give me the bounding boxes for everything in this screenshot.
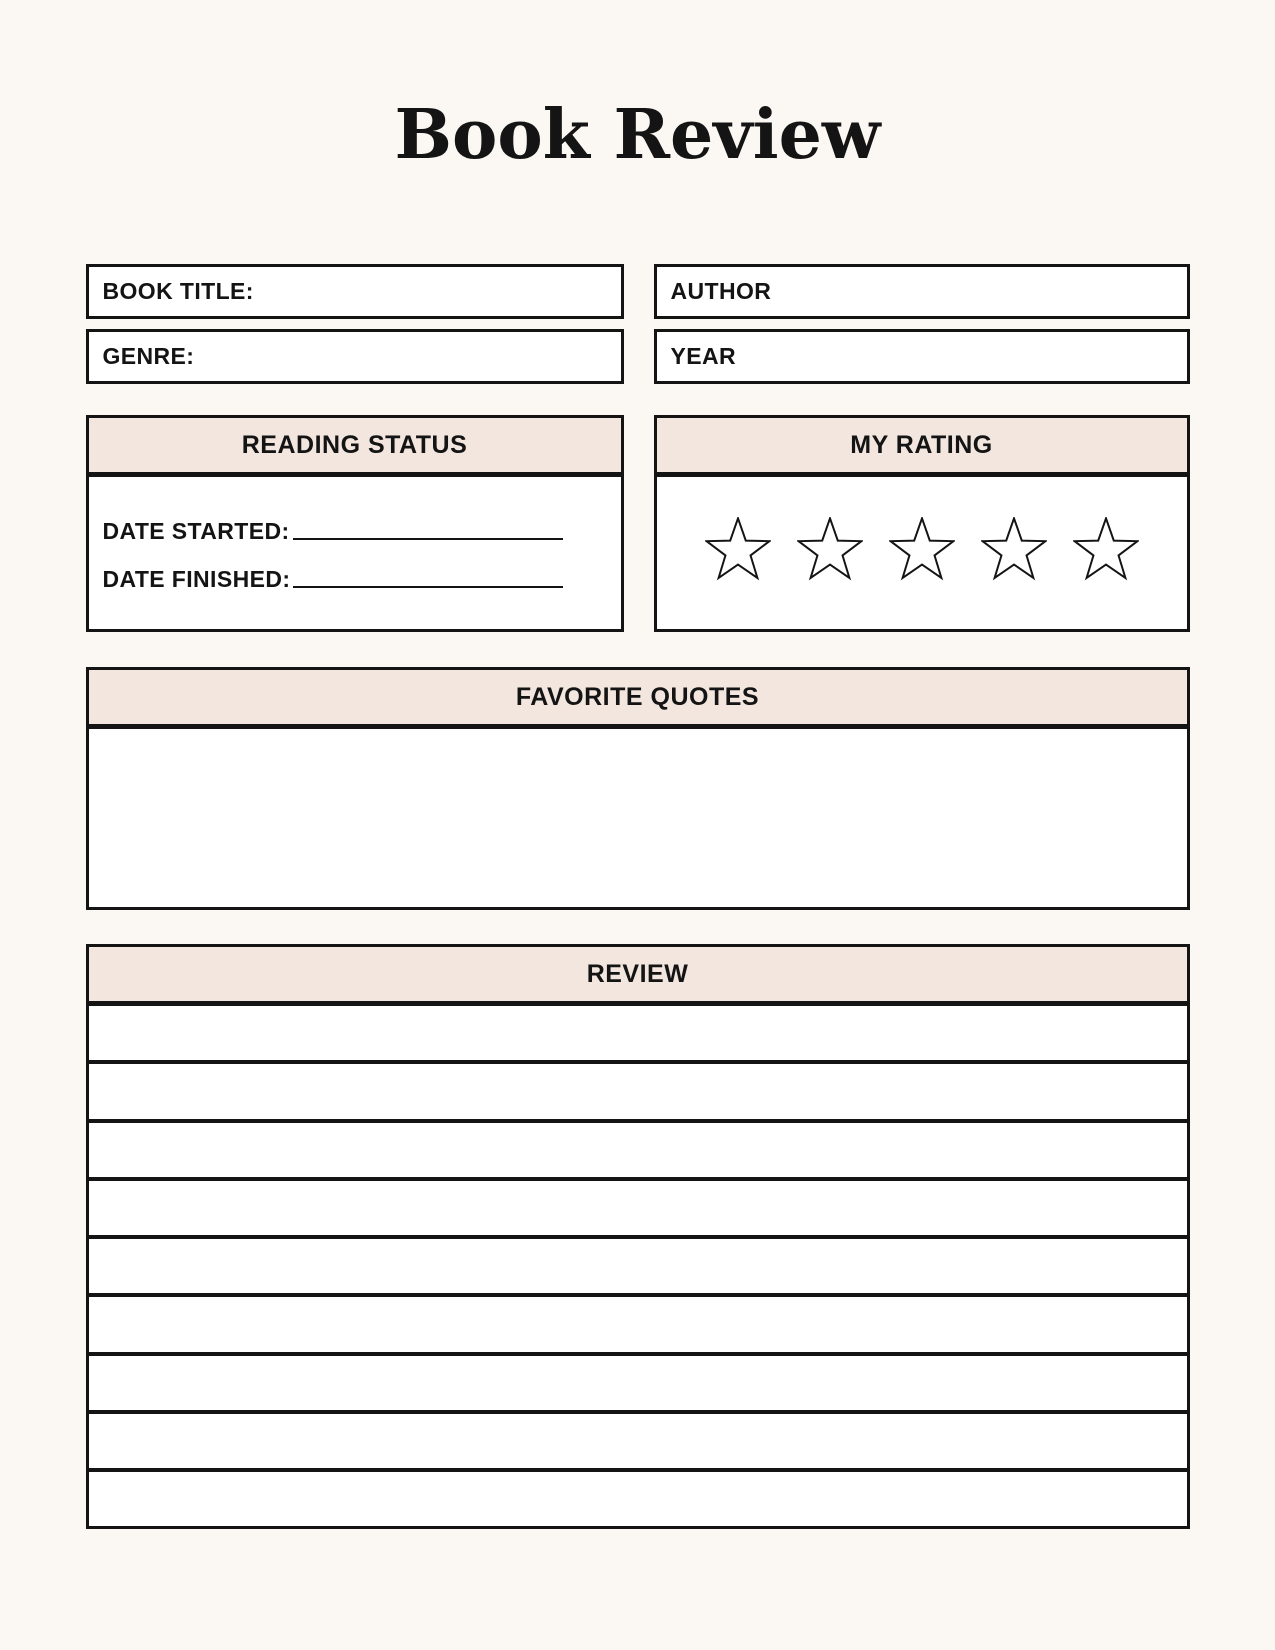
star-outline-icon xyxy=(981,517,1047,583)
favorite-quotes-section xyxy=(86,667,1190,910)
review-lines xyxy=(89,1006,1187,1526)
year-label: YEAR xyxy=(670,343,737,370)
rating-star[interactable] xyxy=(981,517,1047,583)
review-header: REVIEW xyxy=(89,947,1187,1006)
star-outline-icon xyxy=(705,517,771,583)
review-line[interactable] xyxy=(89,1064,1187,1122)
date-started-label: DATE STARTED: xyxy=(102,517,290,544)
rating-stars xyxy=(657,477,1187,623)
review-line[interactable] xyxy=(89,1006,1187,1064)
date-started-row xyxy=(103,503,621,545)
reading-status-section xyxy=(86,415,624,632)
book-title-label: BOOK TITLE: xyxy=(102,278,254,305)
review-line[interactable] xyxy=(89,1239,1187,1297)
rating-star[interactable] xyxy=(889,517,955,583)
review-line[interactable] xyxy=(89,1297,1187,1355)
genre-label: GENRE: xyxy=(102,343,195,370)
review-line[interactable] xyxy=(89,1181,1187,1239)
rating-star[interactable] xyxy=(705,517,771,583)
star-outline-icon xyxy=(889,517,955,583)
my-rating-header: MY RATING xyxy=(657,418,1187,477)
rating-star[interactable] xyxy=(1073,517,1139,583)
date-started-input-line[interactable] xyxy=(293,510,563,540)
author-field[interactable] xyxy=(654,264,1190,319)
review-line[interactable] xyxy=(89,1414,1187,1472)
fields-grid xyxy=(86,264,1190,384)
book-title-field[interactable] xyxy=(86,264,624,319)
review-line[interactable] xyxy=(89,1356,1187,1414)
favorite-quotes-header: FAVORITE QUOTES xyxy=(89,670,1187,729)
review-line[interactable] xyxy=(89,1472,1187,1526)
star-outline-icon xyxy=(1073,517,1139,583)
reading-status-body xyxy=(89,477,621,593)
sections-grid xyxy=(86,415,1190,632)
favorite-quotes-input-area[interactable] xyxy=(89,729,1187,907)
rating-star[interactable] xyxy=(797,517,863,583)
star-outline-icon xyxy=(797,517,863,583)
genre-field[interactable] xyxy=(86,329,624,384)
review-line[interactable] xyxy=(89,1123,1187,1181)
page-title: Book Review xyxy=(394,95,881,175)
my-rating-section xyxy=(654,415,1190,632)
year-field[interactable] xyxy=(654,329,1190,384)
reading-status-header: READING STATUS xyxy=(89,418,621,477)
author-label: AUTHOR xyxy=(670,278,772,305)
review-section xyxy=(86,944,1190,1529)
date-finished-input-line[interactable] xyxy=(293,558,562,588)
date-finished-label: DATE FINISHED: xyxy=(102,565,291,592)
page-content xyxy=(86,264,1190,1529)
date-finished-row xyxy=(103,551,621,593)
